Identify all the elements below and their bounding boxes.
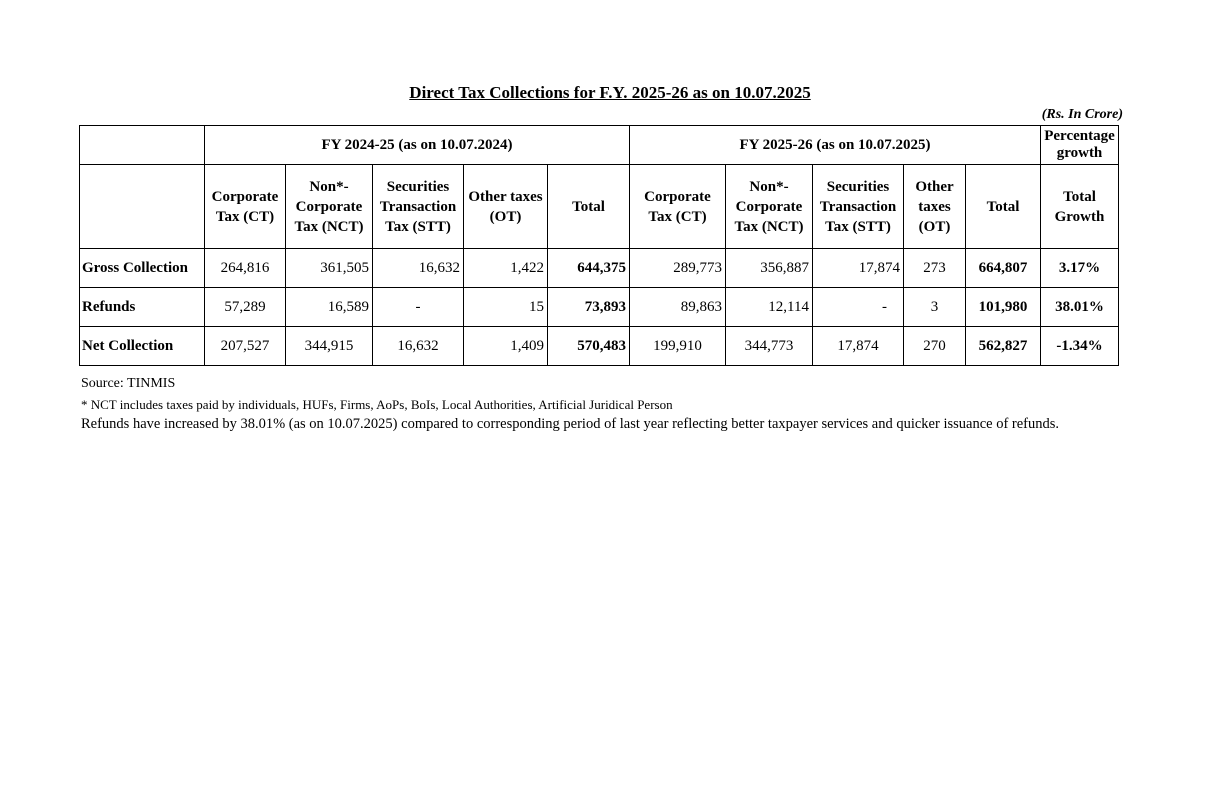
fy1-total-cell: 570,483 — [548, 327, 630, 366]
fy2-ot-cell: 3 — [904, 288, 966, 327]
pct-growth-header: Percentage growth — [1041, 126, 1119, 165]
fy2-ot-cell: 273 — [904, 249, 966, 288]
table-row-net — [80, 327, 1119, 366]
row-label-header — [80, 165, 205, 249]
fy2-nct-cell: 356,887 — [726, 249, 813, 288]
fy2-ot-header: Other taxes (OT) — [904, 165, 966, 249]
fy2-nct-cell: 344,773 — [726, 327, 813, 366]
fy2-stt-header: Securities Transaction Tax (STT) — [813, 165, 904, 249]
fy1-total-cell: 73,893 — [548, 288, 630, 327]
fy1-stt-cell: 16,632 — [373, 327, 464, 366]
nct-footnote: * NCT includes taxes paid by individuals, HUFs, Firms, AoPs, BoIs, Local Authorities, Artificial Juridical Person — [81, 397, 673, 412]
fy1-stt-cell: 16,632 — [373, 249, 464, 288]
fy2-total-header: Total — [966, 165, 1041, 249]
refund-note: Refunds have increased by 38.01% (as on 10.07.2025) compared to corresponding period of last year reflecting better taxpayer services and quicker issuance of refunds. — [81, 416, 1060, 432]
column-header-row — [80, 165, 1119, 249]
row-label: Refunds — [80, 288, 205, 327]
row-label: Net Collection — [80, 327, 205, 366]
fy1-ot-cell: 1,422 — [464, 249, 548, 288]
table-row-gross — [80, 249, 1119, 288]
row-label: Gross Collection — [80, 249, 205, 288]
fy1-ct-cell: 264,816 — [205, 249, 286, 288]
growth-cell: 3.17% — [1041, 249, 1119, 288]
fy2-group-header: FY 2025-26 (as on 10.07.2025) — [630, 126, 1041, 165]
fy2-total-cell: 664,807 — [966, 249, 1041, 288]
fy1-stt-cell: - — [373, 288, 464, 327]
corner-cell — [80, 126, 205, 165]
fy1-ot-header: Other taxes (OT) — [464, 165, 548, 249]
fy2-ot-cell: 270 — [904, 327, 966, 366]
unit-note: (Rs. In Crore) — [1041, 107, 1123, 122]
fy2-nct-cell: 12,114 — [726, 288, 813, 327]
fy1-nct-cell: 344,915 — [286, 327, 373, 366]
fy2-stt-cell: - — [813, 288, 904, 327]
growth-cell: 38.01% — [1041, 288, 1119, 327]
fy1-ct-header: Corporate Tax (CT) — [205, 165, 286, 249]
fy1-nct-cell: 361,505 — [286, 249, 373, 288]
table-row-refunds — [80, 288, 1119, 327]
fy2-total-cell: 562,827 — [966, 327, 1041, 366]
document-title: Direct Tax Collections for F.Y. 2025-26 as on 10.07.2025 — [409, 83, 811, 102]
fy1-group-header: FY 2024-25 (as on 10.07.2024) — [205, 126, 630, 165]
fy2-ct-header: Corporate Tax (CT) — [630, 165, 726, 249]
fy1-ot-cell: 1,409 — [464, 327, 548, 366]
fy1-total-cell: 644,375 — [548, 249, 630, 288]
fy1-ot-cell: 15 — [464, 288, 548, 327]
fy1-nct-header: Non*- Corporate Tax (NCT) — [286, 165, 373, 249]
fy2-stt-cell: 17,874 — [813, 249, 904, 288]
fy2-nct-header: Non*- Corporate Tax (NCT) — [726, 165, 813, 249]
fy2-ct-cell: 89,863 — [630, 288, 726, 327]
fy2-stt-cell: 17,874 — [813, 327, 904, 366]
fy2-ct-cell: 289,773 — [630, 249, 726, 288]
growth-cell: -1.34% — [1041, 327, 1119, 366]
fy1-ct-cell: 207,527 — [205, 327, 286, 366]
fy2-total-cell: 101,980 — [966, 288, 1041, 327]
fy2-ct-cell: 199,910 — [630, 327, 726, 366]
footnotes — [81, 376, 1121, 434]
source-note: Source: TINMIS — [81, 376, 176, 391]
fy1-nct-cell: 16,589 — [286, 288, 373, 327]
group-header-row — [80, 126, 1119, 165]
fy1-ct-cell: 57,289 — [205, 288, 286, 327]
tax-collection-table — [79, 125, 1119, 366]
fy1-total-header: Total — [548, 165, 630, 249]
growth-header: Total Growth — [1041, 165, 1119, 249]
fy1-stt-header: Securities Transaction Tax (STT) — [373, 165, 464, 249]
